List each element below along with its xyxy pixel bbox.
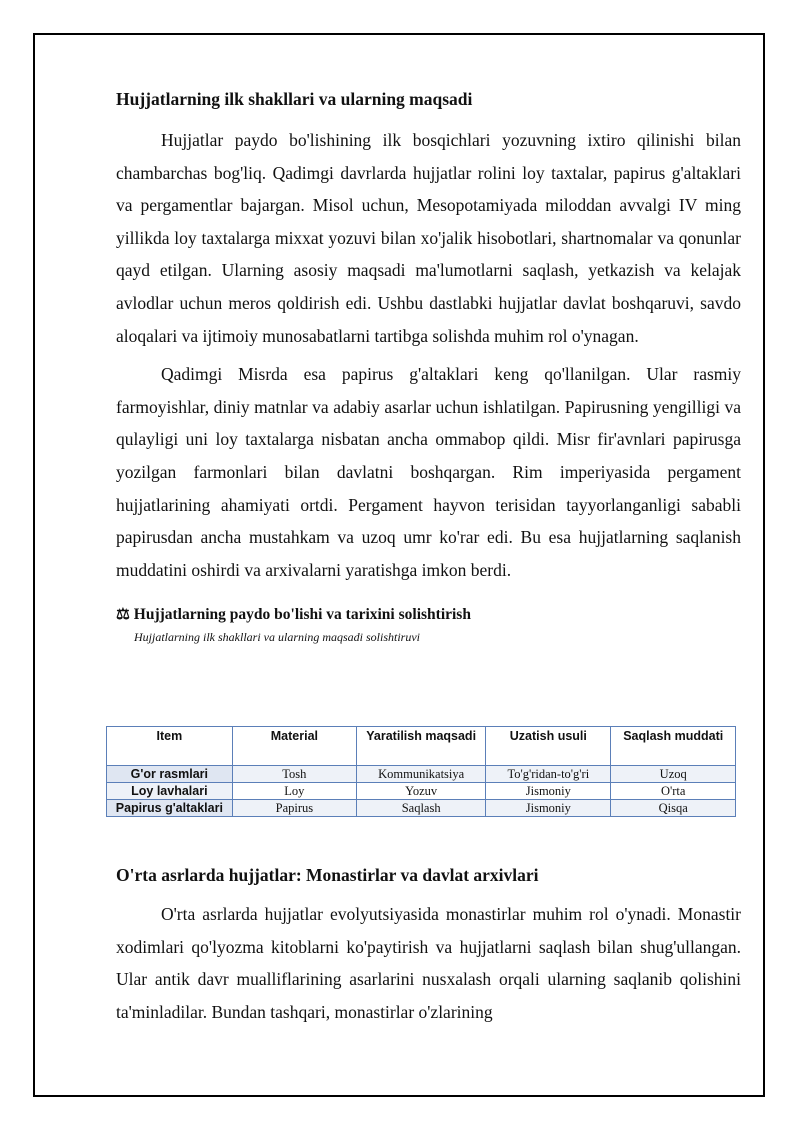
cell-duration: Qisqa bbox=[611, 800, 736, 817]
table-row bbox=[107, 783, 736, 800]
cell-transfer: Jismoniy bbox=[486, 783, 611, 800]
col-header-item: Item bbox=[107, 727, 233, 766]
col-header-transfer: Uzatish usuli bbox=[486, 727, 611, 766]
cell-purpose: Saqlash bbox=[357, 800, 486, 817]
section-2-heading: O'rta asrlarda hujjatlar: Monastirlar va davlat arxivlari bbox=[116, 865, 539, 885]
table-row bbox=[107, 800, 736, 817]
col-header-duration: Saqlash muddati bbox=[611, 727, 736, 766]
cell-duration: Uzoq bbox=[611, 766, 736, 783]
section-1-heading: Hujjatlarning ilk shakllari va ularning maqsadi bbox=[116, 89, 473, 109]
cell-material: Loy bbox=[232, 783, 356, 800]
cell-item: Loy lavhalari bbox=[107, 783, 233, 800]
cell-transfer: To'g'ridan-to'g'ri bbox=[486, 766, 611, 783]
table-title: ⚖ Hujjatlarning paydo bo'lishi va tarixini solishtirish bbox=[116, 606, 471, 624]
table-subtitle: Hujjatlarning ilk shakllari va ularning maqsadi solishtiruvi bbox=[134, 630, 421, 645]
section-2 bbox=[116, 858, 741, 1028]
cell-material: Papirus bbox=[232, 800, 356, 817]
table-row bbox=[107, 766, 736, 783]
comparison-table bbox=[106, 726, 736, 817]
cell-duration: O'rta bbox=[611, 783, 736, 800]
col-header-purpose: Yaratilish maqsadi bbox=[357, 727, 486, 766]
section-1-paragraph-1: Hujjatlar paydo bo'lishining ilk bosqichlari yozuvning ixtiro qilinishi bilan chambarchas bog'liq. Qadimgi davrlarda hujjatlar rolini loy taxtalar, papirus g'altaklari va pergamentlar bajargan. Misol uchun, Mesopotamiyada miloddan avvalgi IV ming yillikda loy taxtalarga mixxat yozuvi bilan xo'jalik hisobotlari, shartnomalar va qonunlar qayd etilgan. Ularning asosiy maqsadi ma'lumotlarni saqlash, yetkazish va kelajak avlodlar uchun meros qoldirish edi. Ushbu dastlabki hujjatlar davlat boshqaruvi, savdo aloqalari va ijtimoiy munosabatlarni tartibga solishda muhim rol o'ynagan. bbox=[116, 130, 741, 346]
comparison-table-wrap bbox=[106, 726, 736, 817]
cell-material: Tosh bbox=[232, 766, 356, 783]
section-1-paragraph-2: Qadimgi Misrda esa papirus g'altaklari keng qo'llanilgan. Ular rasmiy farmoyishlar, diniy matnlar va adabiy asarlar uchun ishlatilgan. Papirusning yengilligi va qulayligi uni loy taxtalarga nisbatan ancha ommabop qildi. Misr fir'avnlari papirusga yozilgan farmonlari bilan davlatni boshqargan. Rim imperiyasida pergament hujjatlarining ahamiyati ortdi. Pergament hayvon terisidan tayyorlanganligi sababli papirusdan ancha mustahkam va uzoq umr ko'rar edi. Bu esa hujjatlarning saqlanish muddatini oshirdi va arxivalarni yaratishga imkon berdi. bbox=[116, 364, 741, 580]
section-1 bbox=[116, 82, 741, 648]
cell-item: Papirus g'altaklari bbox=[107, 800, 233, 817]
col-header-material: Material bbox=[232, 727, 356, 766]
section-2-paragraph-1: O'rta asrlarda hujjatlar evolyutsiyasida monastirlar muhim rol o'ynadi. Monastir xodimlari qo'lyozma kitoblarni ko'paytirish va hujjatlarni saqlash bilan shug'ullangan. Ular antik davr mualliflarining asarlarini nusxalash orqali ularning saqlanib qolishini ta'minladilar. Bundan tashqari, monastirlar o'zlarining bbox=[116, 904, 741, 1022]
cell-item: G'or rasmlari bbox=[107, 766, 233, 783]
cell-transfer: Jismoniy bbox=[486, 800, 611, 817]
cell-purpose: Kommunikatsiya bbox=[357, 766, 486, 783]
table-header-row bbox=[107, 727, 736, 766]
cell-purpose: Yozuv bbox=[357, 783, 486, 800]
